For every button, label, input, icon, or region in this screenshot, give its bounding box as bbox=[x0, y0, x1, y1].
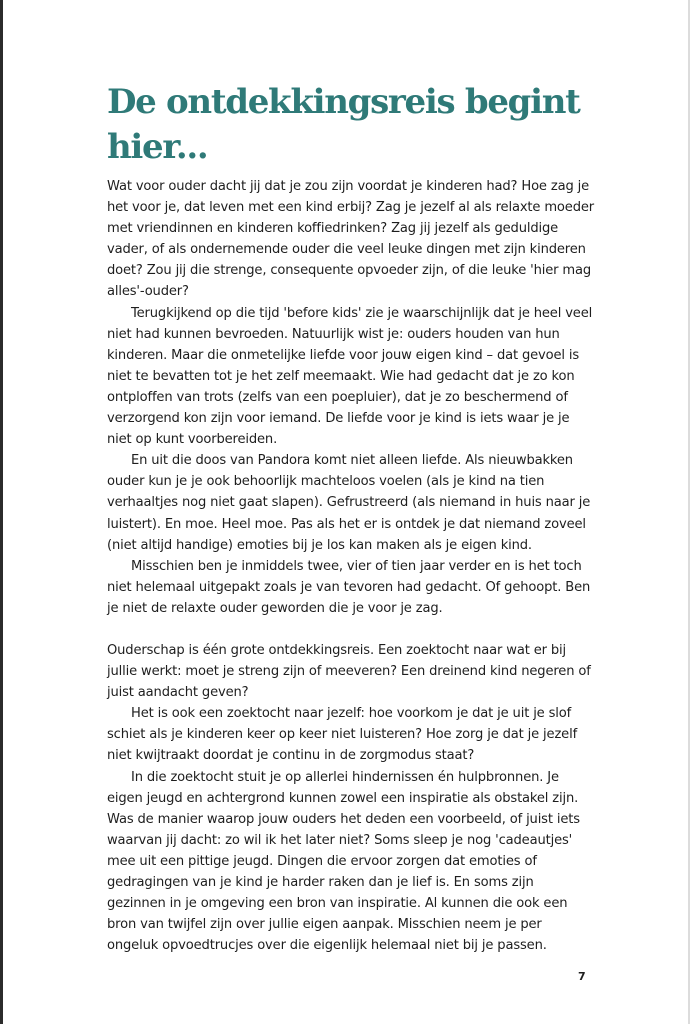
paragraph: In die zoektocht stuit je op allerlei hindernissen én hulpbronnen. Je eigen jeugd en achtergrond kunnen zowel een inspiratie als obstakel zijn. Was de manier waarop jouw ouders het deden een voorbeeld, of juist iets waarvan jij dacht: zo wil ik het later niet? Soms sleep je nog 'cadeautjes' mee uit een pittige jeugd. Dingen die ervoor zorgen dat emoties of gedragingen van je kind je harder raken dan je lief is. En soms zijn gezinnen in je omgeving een bron van inspiratie. Al kunnen die ook een bron van twijfel zijn over jullie eigen aanpak. Misschien neem je per ongeluk opvoedtrucjes over die eigenlijk helemaal niet bij je passen. bbox=[107, 769, 580, 954]
paragraph: Het is ook een zoektocht naar jezelf: hoe voorkom je dat je uit je slof schiet als je kinderen keer op keer niet luisteren? Hoe zorg je dat je jezelf niet kwijtraakt doordat je continu in de zorgmodus staat? bbox=[107, 706, 578, 764]
paragraph: Misschien ben je inmiddels twee, vier of tien jaar verder en is het toch niet helemaal uitgepakt zoals je van tevoren had gedacht. Of gehoopt. Ben je niet de relaxte ouder geworden die je voor je zag. bbox=[107, 558, 591, 616]
page-heading: De ontdekkingsreis begint hier... bbox=[107, 82, 580, 167]
paragraph: Ouderschap is één grote ontdekkingsreis. Een zoektocht naar wat er bij jullie werkt: moet je streng zijn of meeveren? Een dreinend kind negeren of juist aandacht geven? bbox=[107, 642, 591, 701]
paragraph: En uit die doos van Pandora komt niet alleen liefde. Als nieuwbakken ouder kun je je ook behoorlijk machteloos voelen (als je kind na tien verhaaltjes nog niet gaat slapen). Gefrustreerd (als niemand in huis naar je luistert). En moe. Heel moe. Pas als het er is ontdek je dat niemand zoveel (niet altijd handige) emoties bij je los kan maken als je eigen kind. bbox=[107, 453, 591, 553]
page-edge-left bbox=[0, 0, 3, 1024]
paragraph: Wat voor ouder dacht jij dat je zou zijn voordat je kinderen had? Hoe zag je het voor je, dat leven met een kind erbij? Zag je jezelf al als relaxte moeder met vriendinnen en kinderen koffiedrinken? Zag jij jezelf als geduldige vader, of als ondernemende ouder die veel leuke dingen met zijn kinderen doet? Zou jij die strenge, consequente opvoeder zijn, of die leuke 'hier mag alles'-ouder? bbox=[107, 179, 594, 300]
body-text bbox=[107, 176, 594, 956]
page-number: 7 bbox=[578, 970, 586, 983]
paragraph: Terugkijkend op die tijd 'before kids' zie je waarschijnlijk dat je heel veel niet had kunnen bevroeden. Natuurlijk wist je: ouders houden van hun kinderen. Maar die onmetelijke liefde voor jouw eigen kind – dat gevoel is niet te bevatten tot je het zelf meemaakt. Wie had gedacht dat je zo kon ontploffen van trots (zelfs van een poepluier), dat je zo beschermend of verzorgend kon zijn voor iemand. De liefde voor je kind is iets waar je je niet op kunt voorbereiden. bbox=[107, 305, 593, 448]
